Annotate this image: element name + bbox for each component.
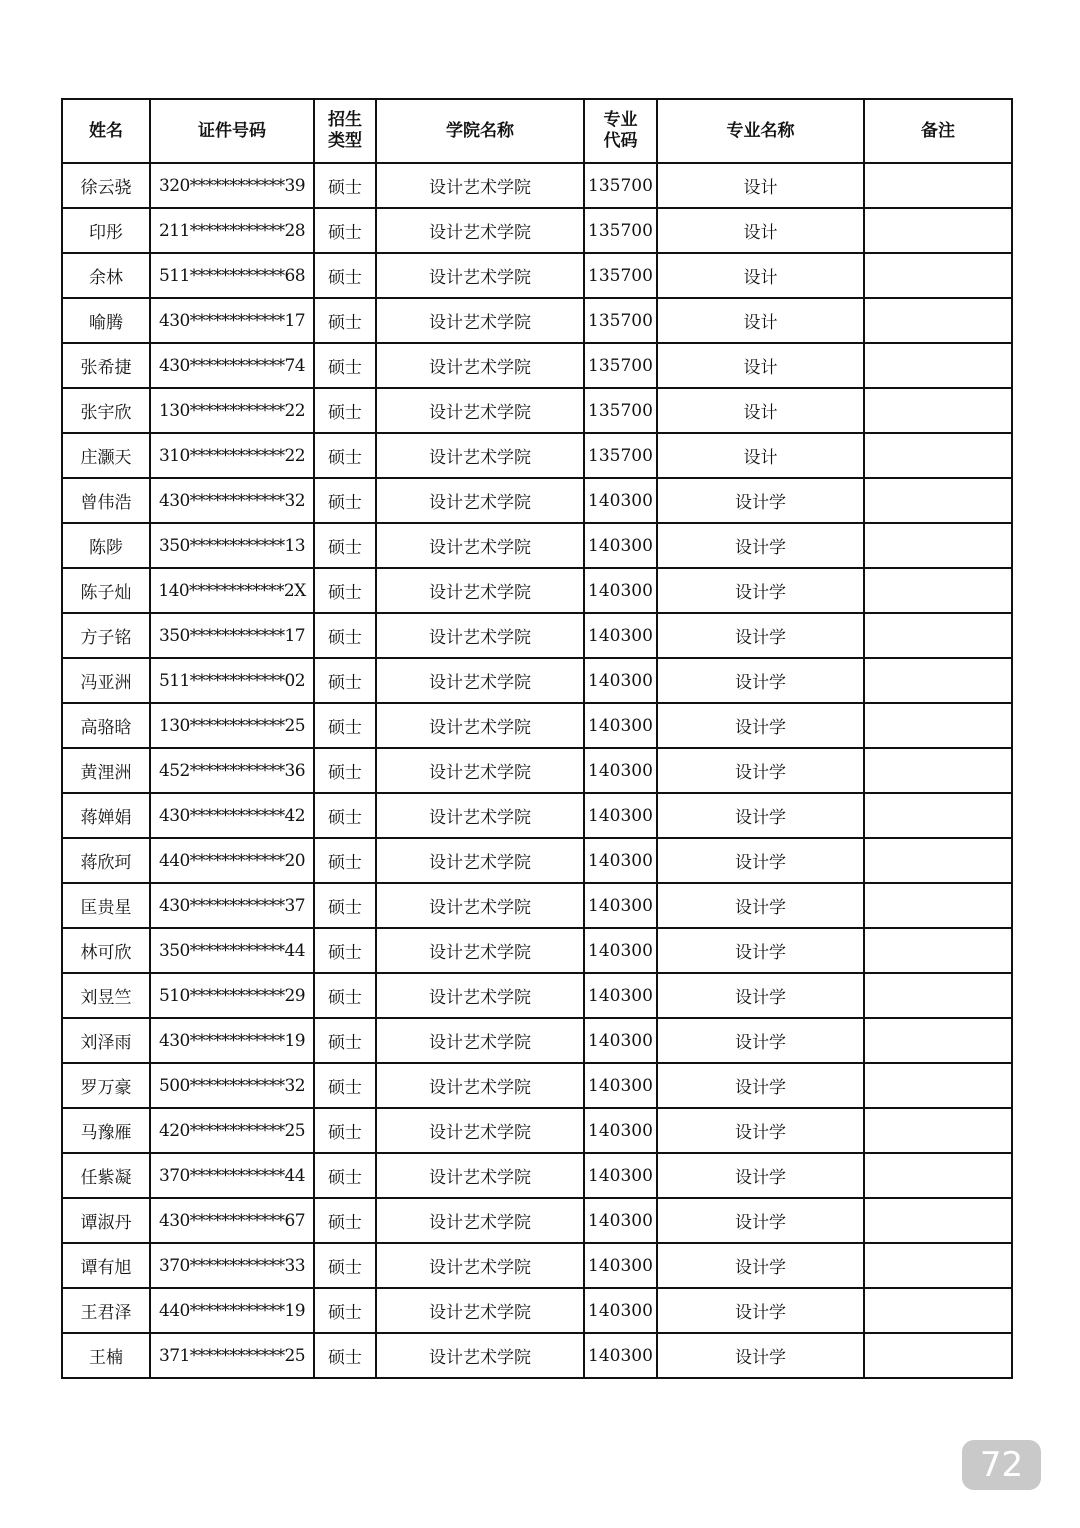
cell-enrollment-type: 硕士 <box>314 928 376 973</box>
cell-note <box>864 253 1012 298</box>
cell-enrollment-type: 硕士 <box>314 433 376 478</box>
cell-college: 设计艺术学院 <box>376 1153 584 1198</box>
cell-major-code: 135700 <box>584 163 657 208</box>
cell-major-name: 设计学 <box>657 703 864 748</box>
table-row <box>62 343 1012 388</box>
cell-enrollment-type: 硕士 <box>314 838 376 883</box>
cell-note <box>864 568 1012 613</box>
cell-enrollment-type: 硕士 <box>314 478 376 523</box>
cell-note <box>864 1108 1012 1153</box>
cell-note <box>864 1288 1012 1333</box>
table-row <box>62 1243 1012 1288</box>
page-number-badge: 72 <box>962 1440 1041 1490</box>
cell-major-name: 设计 <box>657 343 864 388</box>
cell-enrollment-type: 硕士 <box>314 793 376 838</box>
cell-enrollment-type: 硕士 <box>314 208 376 253</box>
header-note: 备注 <box>864 99 1012 163</box>
cell-major-code: 140300 <box>584 568 657 613</box>
cell-major-code: 140300 <box>584 1333 657 1378</box>
cell-major-name: 设计学 <box>657 568 864 613</box>
cell-major-code: 140300 <box>584 838 657 883</box>
cell-enrollment-type: 硕士 <box>314 1243 376 1288</box>
table-row <box>62 298 1012 343</box>
table-row <box>62 883 1012 928</box>
cell-id-number: 510************29 <box>150 973 314 1018</box>
cell-major-name: 设计学 <box>657 883 864 928</box>
cell-college: 设计艺术学院 <box>376 388 584 433</box>
cell-note <box>864 298 1012 343</box>
cell-major-name: 设计 <box>657 298 864 343</box>
cell-college: 设计艺术学院 <box>376 838 584 883</box>
cell-major-name: 设计学 <box>657 613 864 658</box>
table-row <box>62 478 1012 523</box>
cell-note <box>864 928 1012 973</box>
table-row <box>62 388 1012 433</box>
cell-id-number: 430************42 <box>150 793 314 838</box>
cell-name: 蒋婵娟 <box>62 793 150 838</box>
cell-major-name: 设计 <box>657 433 864 478</box>
cell-college: 设计艺术学院 <box>376 163 584 208</box>
cell-major-name: 设计学 <box>657 1333 864 1378</box>
cell-id-number: 320************39 <box>150 163 314 208</box>
cell-college: 设计艺术学院 <box>376 478 584 523</box>
cell-major-code: 140300 <box>584 1243 657 1288</box>
table-row <box>62 1108 1012 1153</box>
cell-college: 设计艺术学院 <box>376 1198 584 1243</box>
admission-list-table <box>61 98 1013 1379</box>
cell-college: 设计艺术学院 <box>376 1063 584 1108</box>
cell-name: 马豫雁 <box>62 1108 150 1153</box>
cell-college: 设计艺术学院 <box>376 1018 584 1063</box>
cell-enrollment-type: 硕士 <box>314 568 376 613</box>
cell-major-code: 135700 <box>584 388 657 433</box>
cell-enrollment-type: 硕士 <box>314 1198 376 1243</box>
cell-enrollment-type: 硕士 <box>314 658 376 703</box>
cell-enrollment-type: 硕士 <box>314 973 376 1018</box>
cell-major-code: 140300 <box>584 883 657 928</box>
table-row <box>62 163 1012 208</box>
cell-major-code: 140300 <box>584 928 657 973</box>
cell-note <box>864 1243 1012 1288</box>
cell-name: 喻腾 <box>62 298 150 343</box>
cell-major-code: 140300 <box>584 1018 657 1063</box>
cell-enrollment-type: 硕士 <box>314 163 376 208</box>
cell-major-code: 135700 <box>584 343 657 388</box>
cell-note <box>864 388 1012 433</box>
cell-id-number: 430************19 <box>150 1018 314 1063</box>
cell-note <box>864 1153 1012 1198</box>
table-row <box>62 1018 1012 1063</box>
cell-college: 设计艺术学院 <box>376 1288 584 1333</box>
cell-college: 设计艺术学院 <box>376 253 584 298</box>
cell-major-code: 140300 <box>584 973 657 1018</box>
cell-major-code: 140300 <box>584 658 657 703</box>
cell-name: 余林 <box>62 253 150 298</box>
cell-note <box>864 163 1012 208</box>
cell-enrollment-type: 硕士 <box>314 748 376 793</box>
cell-name: 冯亚洲 <box>62 658 150 703</box>
cell-major-code: 140300 <box>584 478 657 523</box>
cell-id-number: 350************13 <box>150 523 314 568</box>
cell-name: 林可欣 <box>62 928 150 973</box>
cell-note <box>864 658 1012 703</box>
cell-college: 设计艺术学院 <box>376 928 584 973</box>
table-row <box>62 1153 1012 1198</box>
cell-note <box>864 973 1012 1018</box>
table-row <box>62 658 1012 703</box>
cell-major-code: 135700 <box>584 208 657 253</box>
table-row <box>62 568 1012 613</box>
table-row <box>62 748 1012 793</box>
cell-id-number: 440************19 <box>150 1288 314 1333</box>
table-row <box>62 433 1012 478</box>
cell-note <box>864 748 1012 793</box>
cell-enrollment-type: 硕士 <box>314 1018 376 1063</box>
cell-id-number: 500************32 <box>150 1063 314 1108</box>
cell-name: 匡贵星 <box>62 883 150 928</box>
cell-id-number: 370************44 <box>150 1153 314 1198</box>
table-row <box>62 208 1012 253</box>
cell-major-code: 135700 <box>584 298 657 343</box>
cell-major-name: 设计学 <box>657 793 864 838</box>
cell-college: 设计艺术学院 <box>376 298 584 343</box>
table-row <box>62 793 1012 838</box>
cell-name: 任紫凝 <box>62 1153 150 1198</box>
cell-name: 王君泽 <box>62 1288 150 1333</box>
cell-major-code: 140300 <box>584 748 657 793</box>
cell-enrollment-type: 硕士 <box>314 388 376 433</box>
cell-note <box>864 1063 1012 1108</box>
cell-major-name: 设计学 <box>657 523 864 568</box>
cell-name: 高骆晗 <box>62 703 150 748</box>
cell-enrollment-type: 硕士 <box>314 1288 376 1333</box>
cell-id-number: 440************20 <box>150 838 314 883</box>
cell-major-code: 140300 <box>584 1288 657 1333</box>
cell-id-number: 511************02 <box>150 658 314 703</box>
table-row <box>62 1198 1012 1243</box>
table-row <box>62 973 1012 1018</box>
table-row <box>62 1333 1012 1378</box>
cell-name: 黄浬洲 <box>62 748 150 793</box>
table-row <box>62 523 1012 568</box>
cell-major-name: 设计 <box>657 388 864 433</box>
cell-note <box>864 523 1012 568</box>
cell-major-name: 设计学 <box>657 1153 864 1198</box>
cell-id-number: 350************44 <box>150 928 314 973</box>
cell-major-code: 140300 <box>584 523 657 568</box>
cell-id-number: 430************32 <box>150 478 314 523</box>
cell-note <box>864 1333 1012 1378</box>
cell-major-name: 设计学 <box>657 838 864 883</box>
cell-major-name: 设计学 <box>657 1108 864 1153</box>
cell-note <box>864 343 1012 388</box>
table-row <box>62 253 1012 298</box>
cell-major-code: 140300 <box>584 1063 657 1108</box>
cell-college: 设计艺术学院 <box>376 883 584 928</box>
cell-college: 设计艺术学院 <box>376 343 584 388</box>
cell-enrollment-type: 硕士 <box>314 343 376 388</box>
header-major-code <box>584 99 657 163</box>
cell-note <box>864 1018 1012 1063</box>
table-row <box>62 1288 1012 1333</box>
cell-enrollment-type: 硕士 <box>314 1063 376 1108</box>
header-enrollment-type-line1: 招生 <box>328 110 362 130</box>
cell-major-name: 设计学 <box>657 748 864 793</box>
cell-name: 曾伟浩 <box>62 478 150 523</box>
cell-college: 设计艺术学院 <box>376 1333 584 1378</box>
cell-note <box>864 613 1012 658</box>
cell-major-code: 140300 <box>584 703 657 748</box>
cell-id-number: 310************22 <box>150 433 314 478</box>
cell-major-name: 设计学 <box>657 928 864 973</box>
cell-id-number: 452************36 <box>150 748 314 793</box>
cell-id-number: 430************67 <box>150 1198 314 1243</box>
cell-id-number: 350************17 <box>150 613 314 658</box>
cell-major-code: 140300 <box>584 1108 657 1153</box>
cell-college: 设计艺术学院 <box>376 973 584 1018</box>
cell-name: 张宇欣 <box>62 388 150 433</box>
cell-major-name: 设计 <box>657 163 864 208</box>
cell-note <box>864 433 1012 478</box>
cell-name: 刘昱竺 <box>62 973 150 1018</box>
cell-college: 设计艺术学院 <box>376 1108 584 1153</box>
cell-major-name: 设计学 <box>657 1288 864 1333</box>
table-row <box>62 928 1012 973</box>
cell-name: 刘泽雨 <box>62 1018 150 1063</box>
cell-college: 设计艺术学院 <box>376 568 584 613</box>
cell-note <box>864 208 1012 253</box>
table-row <box>62 703 1012 748</box>
cell-id-number: 211************28 <box>150 208 314 253</box>
cell-major-code: 140300 <box>584 1153 657 1198</box>
cell-id-number: 140************2X <box>150 568 314 613</box>
header-name: 姓名 <box>62 99 150 163</box>
cell-id-number: 370************33 <box>150 1243 314 1288</box>
cell-note <box>864 793 1012 838</box>
cell-note <box>864 703 1012 748</box>
cell-major-code: 140300 <box>584 793 657 838</box>
table-header-row <box>62 99 1012 163</box>
cell-enrollment-type: 硕士 <box>314 613 376 658</box>
cell-major-code: 135700 <box>584 433 657 478</box>
table-row <box>62 613 1012 658</box>
cell-major-name: 设计学 <box>657 973 864 1018</box>
cell-major-name: 设计学 <box>657 658 864 703</box>
cell-note <box>864 478 1012 523</box>
cell-name: 印彤 <box>62 208 150 253</box>
cell-major-code: 140300 <box>584 1198 657 1243</box>
cell-name: 方子铭 <box>62 613 150 658</box>
cell-enrollment-type: 硕士 <box>314 253 376 298</box>
cell-note <box>864 883 1012 928</box>
header-major-code-line1: 专业 <box>603 110 638 130</box>
header-major-name: 专业名称 <box>657 99 864 163</box>
cell-name: 谭有旭 <box>62 1243 150 1288</box>
cell-enrollment-type: 硕士 <box>314 1333 376 1378</box>
cell-note <box>864 838 1012 883</box>
cell-enrollment-type: 硕士 <box>314 883 376 928</box>
cell-id-number: 430************37 <box>150 883 314 928</box>
cell-college: 设计艺术学院 <box>376 658 584 703</box>
cell-name: 张希捷 <box>62 343 150 388</box>
cell-college: 设计艺术学院 <box>376 793 584 838</box>
cell-id-number: 420************25 <box>150 1108 314 1153</box>
cell-name: 陈子灿 <box>62 568 150 613</box>
cell-enrollment-type: 硕士 <box>314 703 376 748</box>
header-id-number: 证件号码 <box>150 99 314 163</box>
cell-major-name: 设计学 <box>657 1063 864 1108</box>
header-major-code-line2: 代码 <box>603 131 638 151</box>
cell-major-name: 设计 <box>657 253 864 298</box>
cell-name: 罗万豪 <box>62 1063 150 1108</box>
cell-college: 设计艺术学院 <box>376 748 584 793</box>
header-enrollment-type <box>314 99 376 163</box>
cell-id-number: 130************25 <box>150 703 314 748</box>
cell-name: 陈陟 <box>62 523 150 568</box>
cell-note <box>864 1198 1012 1243</box>
cell-enrollment-type: 硕士 <box>314 1153 376 1198</box>
header-college: 学院名称 <box>376 99 584 163</box>
table-row <box>62 838 1012 883</box>
cell-college: 设计艺术学院 <box>376 208 584 253</box>
cell-major-name: 设计 <box>657 208 864 253</box>
cell-major-name: 设计学 <box>657 1018 864 1063</box>
cell-name: 徐云骁 <box>62 163 150 208</box>
cell-id-number: 511************68 <box>150 253 314 298</box>
cell-name: 谭淑丹 <box>62 1198 150 1243</box>
cell-id-number: 430************17 <box>150 298 314 343</box>
cell-enrollment-type: 硕士 <box>314 298 376 343</box>
cell-college: 设计艺术学院 <box>376 523 584 568</box>
cell-college: 设计艺术学院 <box>376 613 584 658</box>
cell-enrollment-type: 硕士 <box>314 1108 376 1153</box>
cell-major-name: 设计学 <box>657 478 864 523</box>
cell-major-code: 140300 <box>584 613 657 658</box>
table-body <box>62 163 1012 1378</box>
cell-college: 设计艺术学院 <box>376 703 584 748</box>
cell-id-number: 430************74 <box>150 343 314 388</box>
cell-major-name: 设计学 <box>657 1198 864 1243</box>
cell-name: 庄灏天 <box>62 433 150 478</box>
cell-major-code: 135700 <box>584 253 657 298</box>
cell-college: 设计艺术学院 <box>376 433 584 478</box>
cell-id-number: 371************25 <box>150 1333 314 1378</box>
cell-enrollment-type: 硕士 <box>314 523 376 568</box>
header-enrollment-type-line2: 类型 <box>328 131 362 151</box>
table-row <box>62 1063 1012 1108</box>
cell-name: 蒋欣珂 <box>62 838 150 883</box>
cell-major-name: 设计学 <box>657 1243 864 1288</box>
cell-name: 王楠 <box>62 1333 150 1378</box>
cell-id-number: 130************22 <box>150 388 314 433</box>
cell-college: 设计艺术学院 <box>376 1243 584 1288</box>
